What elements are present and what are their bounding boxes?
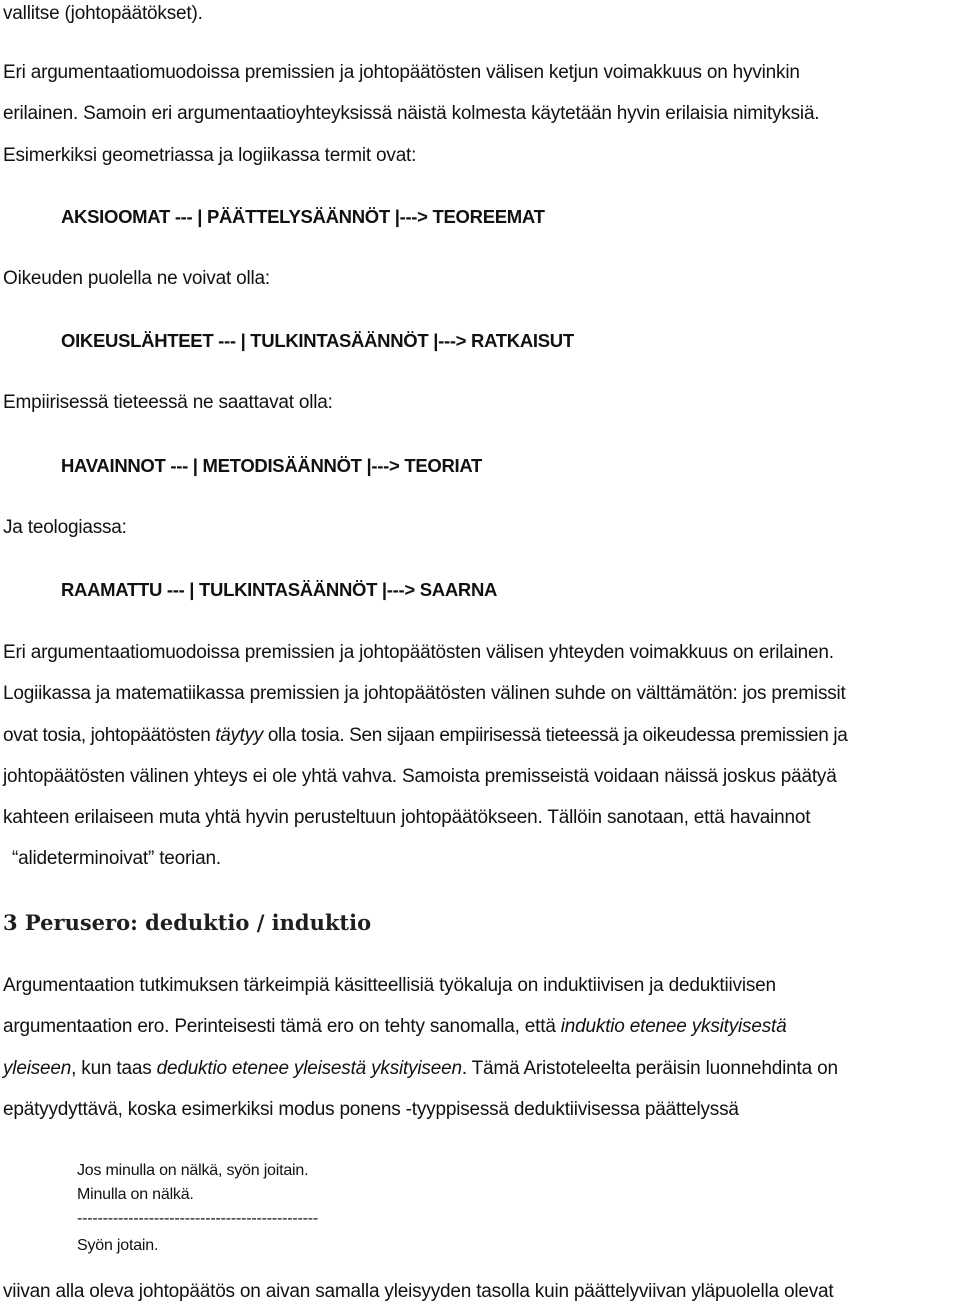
formula-law: OIKEUSLÄHTEET --- | TULKINTASÄÄNNÖT |---> RATKAISUT — [61, 330, 574, 351]
paragraph-line: “alideterminoivat” teorian. — [12, 848, 221, 869]
paragraph-line — [3, 1015, 786, 1039]
text-segment: argumentaation ero. Perinteisesti tämä ero on tehty sanomalla, että — [3, 1016, 561, 1037]
paragraph-line: kahteen erilaiseen muta yhtä hyvin perusteltuun johtopäätökseen. Tällöin sanotaan, että havainnot — [3, 807, 811, 828]
syllogism-premise-2: Minulla on nälkä. — [77, 1186, 194, 1203]
formula-theology: RAAMATTU --- | TULKINTASÄÄNNÖT |---> SAARNA — [61, 579, 498, 600]
text-segment: ovat tosia, johtopäätösten — [3, 725, 216, 746]
paragraph-line: Eri argumentaatiomuodoissa premissien ja johtopäätösten välisen yhteyden voimakkuus on erilainen. — [3, 642, 834, 663]
paragraph-line — [3, 724, 847, 748]
paragraph-line: epätyydyttävä, koska esimerkiksi modus ponens -tyyppisessä deduktiivisessa päättelyssä — [3, 1099, 739, 1120]
emphasis-text: yleiseen — [3, 1058, 72, 1079]
paragraph-line — [3, 1057, 838, 1081]
formula-geometry: AKSIOOMAT --- | PÄÄTTELYSÄÄNNÖT |---> TEOREEMAT — [61, 206, 545, 227]
emphasis-text: täytyy — [215, 725, 263, 746]
text-segment: olla tosia. Sen sijaan empiirisessä tieteessä ja oikeudessa premissien ja — [262, 725, 848, 746]
intro-empirical: Empiirisessä tieteessä ne saattavat olla: — [3, 392, 333, 413]
paragraph-line: Argumentaation tutkimuksen tärkeimpiä käsitteellisiä työkaluja on induktiivisen ja deduktiivisen — [3, 975, 776, 996]
syllogism-conclusion: Syön jotain. — [77, 1237, 159, 1254]
formula-empirical: HAVAINNOT --- | METODISÄÄNNÖT |---> TEORIAT — [61, 455, 483, 476]
emphasis-text: induktio etenee yksityisestä — [560, 1016, 787, 1037]
section-heading: 3 Perusero: deduktio / induktio — [3, 910, 372, 935]
intro-law: Oikeuden puolella ne voivat olla: — [3, 268, 270, 289]
paragraph-line: vallitse (johtopäätökset). — [3, 3, 203, 24]
paragraph-line: johtopäätösten välinen yhteys ei ole yhtä vahva. Samoista premisseistä voidaan näissä joskus päätyä — [3, 766, 837, 787]
text-segment: , kun taas — [71, 1058, 157, 1079]
paragraph-line: Logiikassa ja matematiikassa premissien ja johtopäätösten välinen suhde on välttämätön: jos premissit — [3, 683, 846, 704]
syllogism-premise-1: Jos minulla on nälkä, syön joitain. — [77, 1162, 309, 1179]
paragraph-line: viivan alla oleva johtopäätös on aivan samalla yleisyyden tasolla kuin päättelyviivan yläpuolella olevat — [3, 1281, 834, 1302]
syllogism-divider: ----------------------------------------------- — [77, 1210, 319, 1227]
text-segment: . Tämä Aristoteleelta peräisin luonnehdinta on — [461, 1058, 838, 1079]
paragraph-line: Eri argumentaatiomuodoissa premissien ja johtopäätösten välisen ketjun voimakkuus on hyvinkin — [3, 62, 800, 83]
paragraph-line: erilainen. Samoin eri argumentaatioyhteyksissä näistä kolmesta käytetään hyvin erilaisia nimityksiä. — [3, 103, 820, 124]
intro-theology: Ja teologiassa: — [3, 517, 127, 538]
emphasis-text: deduktio etenee yleisestä yksityiseen — [156, 1058, 462, 1079]
paragraph-line: Esimerkiksi geometriassa ja logiikassa termit ovat: — [3, 145, 417, 166]
